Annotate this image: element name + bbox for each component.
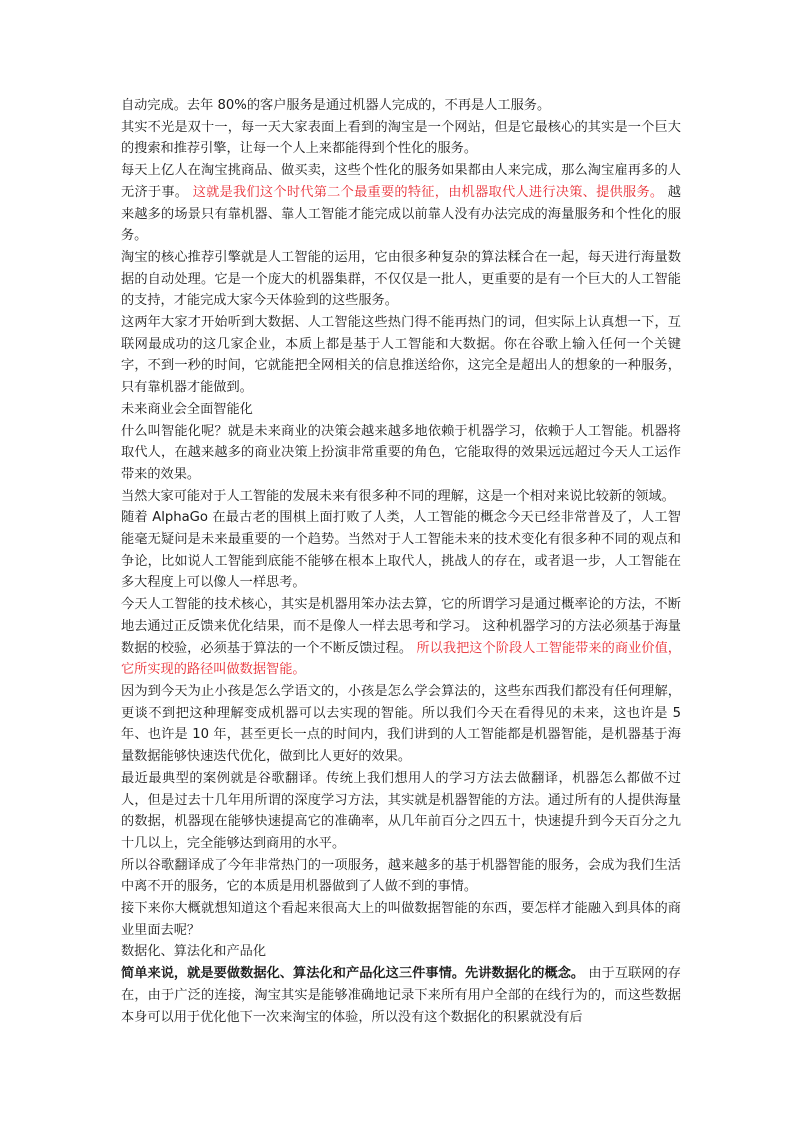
paragraph: 什么叫智能化呢？就是未来商业的决策会越来越多地依赖于机器学习，依赖于人工智能。机器将取代人，在越来越多的商业决策上扮演非常重要的角色，它能取得的效果远远超过今天人工运作带来的效果。 xyxy=(121,423,681,482)
paragraph: 当然大家可能对于人工智能的发展未来有很多种不同的理解，这是一个相对来说比较新的领域。 xyxy=(121,488,675,504)
paragraph: 因为到今天为止小孩是怎么学语文的，小孩是怎么学会算法的，这些东西我们都没有任何理解，更谈不到把这种理解变成机器可以去实现的智能。所以我们今天在看得见的未来，这也许是 5 年、也许是 10 年，甚至更长一点的时间内，我们讲到的人工智能都是机器智能，是机器基于海量数据能够快速迭代优化，做到比人更好的效果。 xyxy=(121,683,681,765)
paragraph: 随着 AlphaGo 在最古老的围棋上面打败了人类，人工智能的概念今天已经非常普及了，人工智能毫无疑问是未来最重要的一个趋势。当然对于人工智能未来的技术变化有很多种不同的观点和争论，比如说人工智能到底能不能够在根本上取代人，挑战人的存在，或者退一步，人工智能在多大程度上可以像人一样思考。 xyxy=(121,510,681,591)
paragraph-text: 越来越多的场景只有靠机器、靠人工智能才能完成以前靠人没有办法完成的海量服务和个性化的服务。 xyxy=(121,184,681,244)
highlighted-text: 所以我把这个阶段人工智能带来的商业价值，它所实现的路径叫做数据智能。 xyxy=(121,640,681,678)
paragraph-text: 今天人工智能的技术核心，其实是机器用笨办法去算，它的所谓学习是通过概率论的方法，不断地去通过正反馈来优化结果，而不是像人一样去思考和学习。 这种机器学习的方法必须基于海量数据的校验，必须基于算法的一个不断反馈过程。 xyxy=(121,597,681,656)
paragraph xyxy=(121,963,681,1028)
paragraph-text: 由于互联网的存在，由于广泛的连接，淘宝其实是能够准确地记录下来所有用户全部的在线行为的，而这些数据本身可以用于优化他下一次来淘宝的体验，所以没有这个数据化的积累就没有后 xyxy=(121,966,681,1025)
paragraph: 接下来你大概就想知道这个看起来很高大上的叫做数据智能的东西，要怎样才能融入到具体的商业里面去呢？ xyxy=(121,901,681,938)
paragraph: 这两年大家才开始听到大数据、人工智能这些热门得不能再热门的词，但实际上认真想一下，互联网最成功的这几家企业，本质上都是基于人工智能和大数据。你在谷歌上输入任何一个关键字，不到一秒的时间，它就能把全网相关的信息推送给你，这完全是超出人的想象的一种服务，只有靠机器才能做到。 xyxy=(121,315,681,396)
paragraph: 淘宝的核心推荐引擎就是人工智能的运用，它由很多种复杂的算法糅合在一起，每天进行海量数据的自动处理。它是一个庞大的机器集群，不仅仅是一批人，更重要的是有一个巨大的人工智能的支持，才能完成大家今天体验到的这些服务。 xyxy=(121,249,681,309)
article-body xyxy=(121,95,681,1028)
paragraph: 最近最典型的案例就是谷歌翻译。传统上我们想用人的学习方法去做翻译，机器怎么都做不过人，但是过去十几年用所谓的深度学习方法，其实就是机器智能的方法。通过所有的人提供海量的数据，机器现在能够快速提高它的准确率，从几年前百分之四五十，快速提升到今天百分之九十几以上，完全能够达到商用的水平。 xyxy=(121,770,681,851)
paragraph xyxy=(121,594,681,681)
bold-text: 简单来说，就是要做数据化、算法化和产品化这三件事情。先讲数据化的概念。 xyxy=(121,966,585,982)
section-heading: 数据化、算法化和产品化 xyxy=(121,944,267,960)
paragraph: 所以谷歌翻译成了今年非常热门的一项服务，越来越多的基于机器智能的服务，会成为我们生活中离不开的服务，它的本质是用机器做到了人做不到的事情。 xyxy=(121,857,681,895)
highlighted-text: 这就是我们这个时代第二个最重要的特征，由机器取代人进行决策、提供服务。 xyxy=(188,184,664,200)
section-heading: 未来商业会全面智能化 xyxy=(121,401,253,417)
paragraph: 自动完成。去年 80%的客户服务是通过机器人完成的，不再是人工服务。 xyxy=(121,98,551,113)
paragraph xyxy=(121,160,681,247)
paragraph-text: 每天上亿人在淘宝挑商品、做买卖，这些个性化的服务如果都由人来完成，那么淘宝雇再多的人无济于事。 xyxy=(121,163,681,200)
paragraph: 其实不光是双十一，每一天大家表面上看到的淘宝是一个网站，但是它最核心的其实是一个巨大的搜索和推荐引擎，让每一个人上来都能得到个性化的服务。 xyxy=(121,119,681,157)
